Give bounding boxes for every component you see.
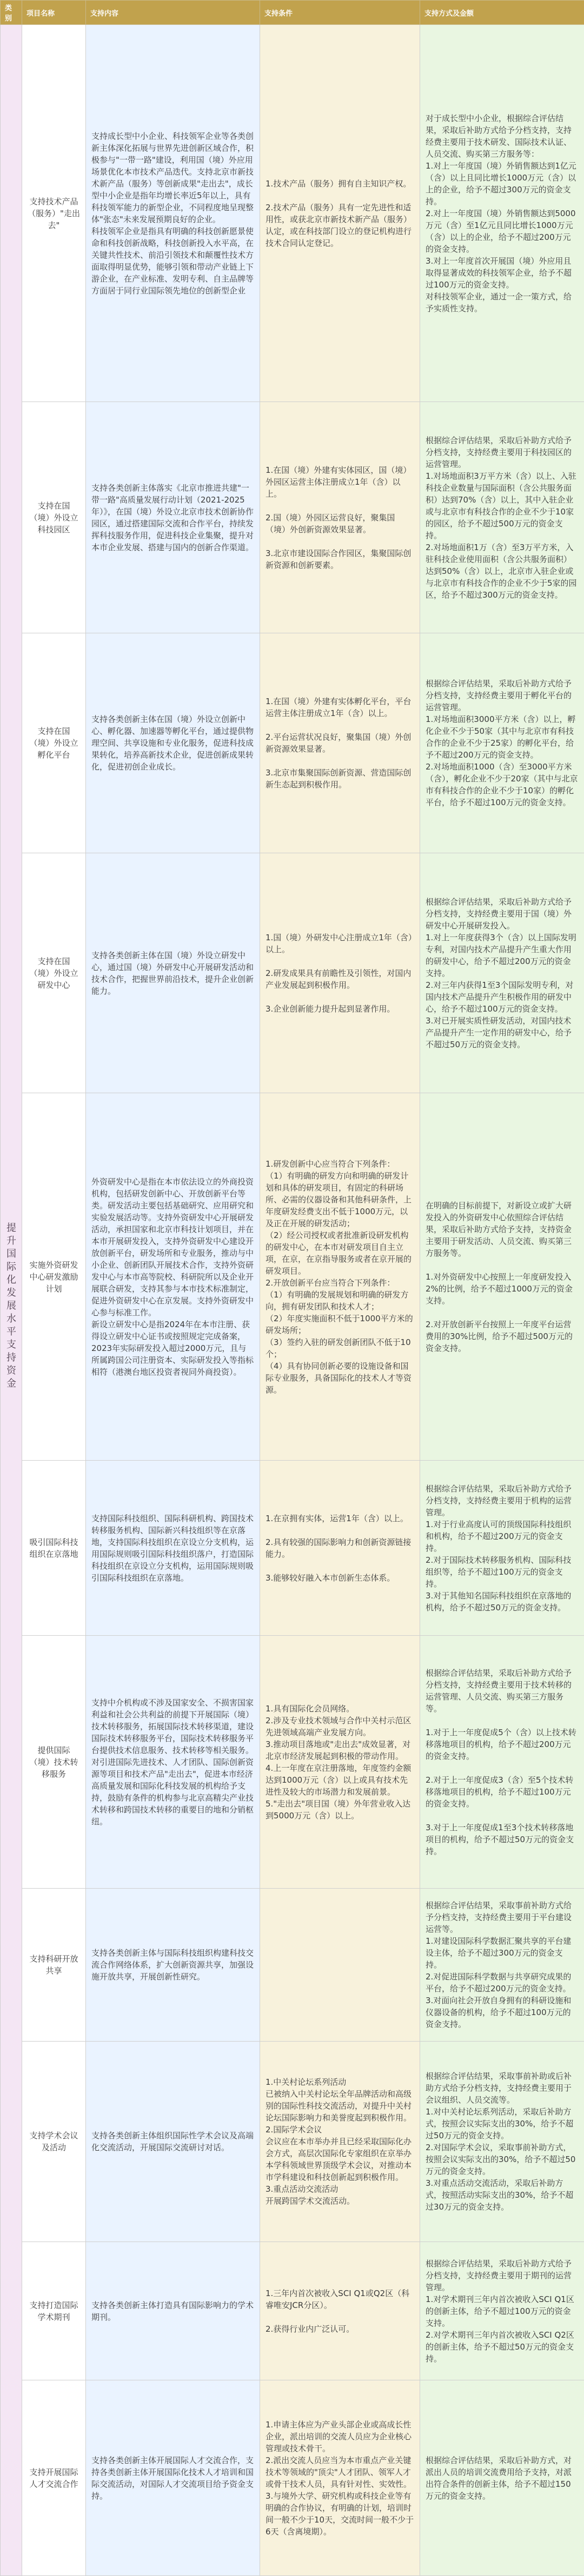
item-content: 外资研发中心是指在本市依法设立的外商投资机构，包括研发创新中心、开放创新平台等类。研发活动主要包括基础研究、应用研究和实验发展活动等。支持外资研发中心开展研发活动，承担国家和北京市科技计划项目，并在本市开展研发投入，支持外资研发中心建设开放创新平台，研发场所和专业服务，推动与中小企业、创新团队开展技术合作，支持外资研发中心与本市高等院校、科研院所以及企业开展联合研发，支持其参与本市技术标准制定，促进外资研发中心在京发展。支持外资研发中心参与标准工作。 新设立研发中心是指2024年在本市注册、获得设立研发中心证书或按照规定完成备案，2023年实际研发投入超过2000万元，且与所属跨国公司注册资本、实际研发投入等指标相符（港澳台地区投资者视同外商投资）。	[86, 1093, 260, 1461]
item-funding: 根据综合评估结果，采取后补助方式给予分档支持，支持经费主要用于科技园区的运营管理。 1.对场地面积3万平方米（含）以上、入驻科技企业数量与国际面积（含公共服务面积）达到70%（含）以上，其中入驻企业或与北京市有科技合作的企业不少于10家的园区，给予不超过500万元的资金支持。 2.对场地面积1万（含）至3万平方米，入驻科技企业使用面积（含公共服务面积）达到50%（含）以上，北京市入驻企业或与北京市有科技合作的企业不少于5家的园区，给予不超过300万元的资金支持。	[420, 402, 584, 633]
header-content: 支持内容	[86, 1, 260, 25]
item-content: 支持成长型中小企业、科技领军企业等各类创新主体深化拓展与世界先进创新区域合作，积极参与"一带一路"建设，利用国（境）外应用场景优化本市技术产品迭代。支持北京市新技术新产品（服务）等创新成果"走出去"，成长型中小企业是指年均增长率近5年以上，具有科技领军能力的新型企业，不同程度地呈现整体"张态"未来发展预期良好的企业。 科技领军企业是指具有明确的科技创新愿景使命和科技创新战略，科技创新投入水平高，在关键共性技术、前沿引领技术和颠覆性技术方面取得明显优势，能够引领和带动产业链上下游企业，在产业标准、发明专利、自主品牌等方面居于同行业国际领先地位的创新型企业	[86, 25, 260, 402]
table-row	[1, 853, 584, 1093]
category-label: 提升国际化发展水平支持资金	[6, 1222, 17, 1390]
item-name: 实施外资研发中心研发激励计划	[22, 1093, 86, 1461]
item-name: 吸引国际科技组织在京落地	[22, 1461, 86, 1636]
table-row	[1, 2380, 584, 2576]
item-funding: 根据综合评估结果，采取后补助方式给予分档支持，支持经费主要用于期刊的运营管理。 1.对学术期刊三年内首次被收入SCI Q1区的创新主体，给予不超过100万元的资金支持。 2.对学术期刊三年内首次被收入SCI Q2区的创新主体，给予不超过50万元的资金支持。	[420, 2242, 584, 2380]
item-content: 支持国际科技组织、国际科研机构、跨国技术转移服务机构、国际新兴科技组织等在京落地，支持国际科技组织在京设立分支机构，运用国际规则吸引国际科技组织落户，打造国际科技组织在京设立分支机构，运用国际规则吸引国际科技组织在京落地。	[86, 1461, 260, 1636]
item-funding: 根据综合评估结果，采取后补助方式，对派出人员的培训交流费用给予支持，对派出符合条件的创新主体，给予不超过150万元的资金支持。	[420, 2380, 584, 2576]
table-row	[1, 1461, 584, 1636]
table-row	[1, 633, 584, 853]
header-funding: 支持方式及金额	[420, 1, 584, 25]
item-conditions	[260, 1889, 420, 2042]
header-category: 类别	[1, 1, 22, 25]
item-name: 支持在国（境）外设立科技园区	[22, 402, 86, 633]
header-conditions: 支持条件	[260, 1, 420, 25]
item-name: 支持科研开放共享	[22, 1889, 86, 2042]
item-content: 支持各类创新主体落实《北京市推进共建"一带一路"高质量发展行动计划（2021-2025年）》，在国（境）外设立北京市技术创新协作园区，通过搭建国际交流和合作平台，持续发挥科技服务作用，促进科技企业集聚，提升对本市企业发展、搭建与国内的创新合作渠道。	[86, 402, 260, 633]
item-name: 支持在国（境）外设立研发中心	[22, 853, 86, 1093]
table-row	[1, 1889, 584, 2042]
item-content: 支持中介机构或不涉及国家安全、不损害国家利益和社会公共利益的前提下开展国际（境）技术转移服务，拓展国际技术转移渠道，建设国际技术转移服务平台，国际技术转移服务平台提供技术信息服务、技术转移等相关服务。对引进国际先进技术、人才团队、国际创新资源等项目和技术产品"走出去"，促进本市经济高质量发展和国际化科技发展的机构给予支持，鼓励有条件的机构参与北京高精尖产业技术转移和跨国技术转移的重要目的地和分销枢纽。	[86, 1636, 260, 1889]
item-content: 支持各类创新主体在国（境）外设立研发中心，通过国（境）外研发中心开展研发活动和技术合作，把握世界前沿技术，提升企业创新能力。	[86, 853, 260, 1093]
item-conditions: 1.在京拥有实体，运营1年（含）以上。 2.具有较强的国际影响力和创新资源链接能力。 3.能够较好融入本市创新生态体系。	[260, 1461, 420, 1636]
item-conditions: 1.研发创新中心应当符合下列条件： （1）有明确的研发方向和明确的研发计划和具体的研发项目，有固定的科研场所、必需的仪器设备和其他科研条件，上年度研发经费支出不低于1000万元，以及正在开展的研发活动； （2）经公司授权或者批准新设研发机构的研发中心，在本市对研发项目自主立项，在京，在京指导服务或者在京开展的研发项目。 2.开放创新平台应当符合下列条件： （1）有明确的发展规划和明确的研发方向，拥有研发团队和技术人才； （2）年度实施面积不低于1000平方米的研发场所； （3）签约入驻的研发创新团队不低于10个； （4）具有协同创新必要的设施设备和国际专业服务，具备国际化的技术人才等资源。	[260, 1093, 420, 1461]
table-row	[1, 2242, 584, 2380]
item-conditions: 1.国（境）外研发中心注册成立1年（含）以上。 2.研发成果具有前瞻性及引领性，对国内产业发展起到积极作用。 3.企业创新能力提升起到显著作用。	[260, 853, 420, 1093]
item-conditions: 1.具有国际化会员网络。 2.涉及专业技术领域与合作中关村示范区先进领域高端产业发展方向。 3.推动项目落地或"走出去"成效显著，对北京市经济发展起到积极的带动作用。 4.上一年度在京注册落地，年度签约金额达到1000万元（含）以上或具有技术先进性及较大的市场潜力和发展前景。 5."走出去"项目国（境）外年营业收入达到5000万元（含）以上。	[260, 1636, 420, 1889]
item-name: 支持开展国际人才交流合作	[22, 2380, 86, 2576]
item-content: 支持各类创新主体组织国际性学术会议及高端化交流活动，开展国际交流研讨对话。	[86, 2042, 260, 2242]
item-name: 支持打造国际学术期刊	[22, 2242, 86, 2380]
item-name: 支持技术产品（服务）"走出去"	[22, 25, 86, 402]
item-conditions: 1.申请主体应为产业头部企业或高成长性企业，派出培训的交流人员应为企业核心管理或技术骨干。 2.派出交流人员应当为本市重点产业关键技术等领域的"顶尖"人才团队、领军人才或骨干技术人员，具有针对性、实效性。 3.与境外大学、研究机构或科技企业等有明确的合作协议，有明确的计划，培训时间一般不少于10天，交流时间一般不少于6天（含离境期）。	[260, 2380, 420, 2576]
table-row	[1, 25, 584, 402]
item-name: 支持学术会议及活动	[22, 2042, 86, 2242]
item-conditions: 1.三年内首次被收入SCI Q1或Q2区（科睿唯安JCR分区）。 2.获得行业内广泛认可。	[260, 2242, 420, 2380]
table-row	[1, 1093, 584, 1461]
item-funding: 根据综合评估结果，采取事前补助或后补助方式给予分档支持，支持经费主要用于会议组织、人员交流等。 1.对中关村论坛系列活动，采取后补助方式，按照会议实际支出的30%，给予不超过50万元的资金支持。 2.对国际学术会议，采取事前补助方式，按照会议实际支出的30%，给予不超过50万元的资金支持。 3.对重点活动交流活动，采取后补助方式，按照活动实际支出的30%，给予不超过30万元的资金支持。	[420, 2042, 584, 2242]
item-funding: 对于成长型中小企业，根据综合评估结果，采取后补助方式给予分档支持，支持经费主要用于技术研发、国际技术认证、人员交流、购买第三方服务等： 1.对上一年度国（境）外销售额达到1亿元（含）以上且同比增长1000万元（含）以上的企业，给予不超过300万元的资金支持。 2.对上一年度国（境）外销售额达到5000万元（含）至1亿元且同比增长1000万元（含）以上的企业，给予不超过200万元的资金支持。 3.对上一年度首次开展国（境）外应用且取得显著成效的科技领军企业，给予不超过100万元的资金支持。 对科技领军企业，通过一企一策方式，给予实质性支持。	[420, 25, 584, 402]
item-content: 支持各类创新主体开展国际人才交流合作，支持各类创新主体开展国际化技术人才培训和国际交流活动，对国际人才交流项目给予资金支持。	[86, 2380, 260, 2576]
item-funding: 根据综合评估结果，采取后补助方式给予分档支持，支持经费主要用于机构的运营管理。 1.对于行业高度认可的顶级国际科技组织和机构，给予不超过200万元的资金支持。 2.对于国际技术转移服务机构、国际科技组织等，给予不超过100万元的资金支持。 3.对于其他知名国际科技组织在京落地的机构，给予不超过50万元的资金支持。	[420, 1461, 584, 1636]
item-name: 提供国际（境）技术转移服务	[22, 1636, 86, 1889]
header-name: 项目名称	[22, 1, 86, 25]
item-conditions: 1.在国（境）外建有实体孵化平台，平台运营主体注册成立1年（含）以上。 2.平台运营状况良好，聚集国（境）外创新资源效果显著。 3.北京市集聚国际创新资源、营造国际创新生态起到积极作用。	[260, 633, 420, 853]
item-conditions: 1.技术产品（服务）拥有自主知识产权。 2.技术产品（服务）具有一定先进性和适用性，或获北京市新技术新产品（服务）认定，或在科技部门设立的登记机构进行技术合同认定登记。	[260, 25, 420, 402]
table-row	[1, 2042, 584, 2242]
table-row	[1, 1636, 584, 1889]
category-cell	[1, 25, 22, 2576]
item-funding: 在明确的目标前提下，对新设立或扩大研发投入的外资研发中心依照综合评估结果，采取后补助方式给予支持，支持资金主要用于研发活动、人员交流、购买第三方服务等。 1.对外资研发中心按照上一年度研发投入2%的比例，给予不超过1000万元的资金支持。 2.对开放创新平台按照上一年度平台运营费用的30%比例，给予不超过500万元的资金支持。	[420, 1093, 584, 1461]
item-name: 支持在国（境）外设立孵化平台	[22, 633, 86, 853]
item-content: 支持各类创新主体在国（境）外设立创新中心、孵化器、加速器等孵化平台，通过提供物理空间、共享设施和专业化服务，促进科技成果转化，培养高新技术企业，促进创新成果转化，促进初创企业成长。	[86, 633, 260, 853]
item-funding: 根据综合评估结果，采取后补助方式给予分档支持，支持经费主要用于国（境）外研发中心开展研发投入。 1.对上一年度获得3个（含）以上国际发明专利，对国内技术产品提升产生重大作用的研发中心，给予不超过200万元的资金支持。 2.对三年内获得1至3个国际发明专利，对国内技术产品提升产生积极作用的研发中心，给予不超过100万元的资金支持。 3.对已开展实质性研发活动，对国内技术产品提升产生一定作用的研发中心，给予不超过50万元的资金支持。	[420, 853, 584, 1093]
item-conditions: 1.中关村论坛系列活动 已被纳入中关村论坛全年品牌活动和高级别的国际性科技交流活动，对提升中关村论坛国际影响力和美誉度起到积极作用。 2.国际学术会议 会议应在本市举办并且已经采取国际化办会方式，高层次国际化专家组织在京举办本学科领域世界顶级学术会议，对推动本市学科建设和科技创新起到积极作用。 3.重点活动交流活动 开展跨国学术交流活动。	[260, 2042, 420, 2242]
item-funding: 根据综合评估结果，采取后补助方式给予分档支持，支持经费主要用于技术转移的运营管理、人员交流、购买第三方服务等。 1.对于上一年度促成5个（含）以上技术转移落地项目的机构，给予不超过200万元的资金支持。 2.对于上一年度促成3（含）至5个技术转移落地项目的机构，给予不超过100万元的资金支持。 3.对于上一年度促成1至3个技术转移落地项目的机构，给予不超过50万元的资金支持。	[420, 1636, 584, 1889]
item-funding: 根据综合评估结果，采取事前补助方式给予分档支持，支持经费主要用于平台建设运营等。 1.对建设国际科学数据汇聚共享的平台建设主体，给予不超过300万元的资金支持。 2.对促进国际科学数据与共享研究成果的平台，给予不超过200万元的资金支持。 3.对面向社会开放自身拥有的科研设施和仪器设备的机构，给予不超过100万元的资金支持。	[420, 1889, 584, 2042]
item-funding: 根据综合评估结果，采取后补助方式给予分档支持，支持经费主要用于孵化平台的运营管理。 1.对场地面积3000平方米（含）以上，孵化企业不少于50家（其中与北京市有科技合作的企业不少于25家）的孵化平台，给予不超过200万元的资金支持。 2.对场地面积1000（含）至3000平方米（含），孵化企业不少于20家（其中与北京市有科技合作的企业不少于10家）的孵化平台，给予不超过100万元的资金支持。	[420, 633, 584, 853]
item-conditions: 1.在国（境）外建有实体园区，国（境）外园区运营主体注册成立1年（含）以上。 2.国（境）外园区运营良好，聚集国（境）外创新资源效果显著。 3.北京市建设国际合作园区，集聚国际创新资源和创新要素。	[260, 402, 420, 633]
table-header-row	[1, 1, 584, 25]
item-content: 支持各类创新主体打造具有国际影响力的学术期刊。	[86, 2242, 260, 2380]
item-content: 支持各类创新主体与国际科技组织构建科技交流合作网络体系，扩大创新资源共享，加强设施开放共享，开展创新性研究。	[86, 1889, 260, 2042]
table-row	[1, 402, 584, 633]
